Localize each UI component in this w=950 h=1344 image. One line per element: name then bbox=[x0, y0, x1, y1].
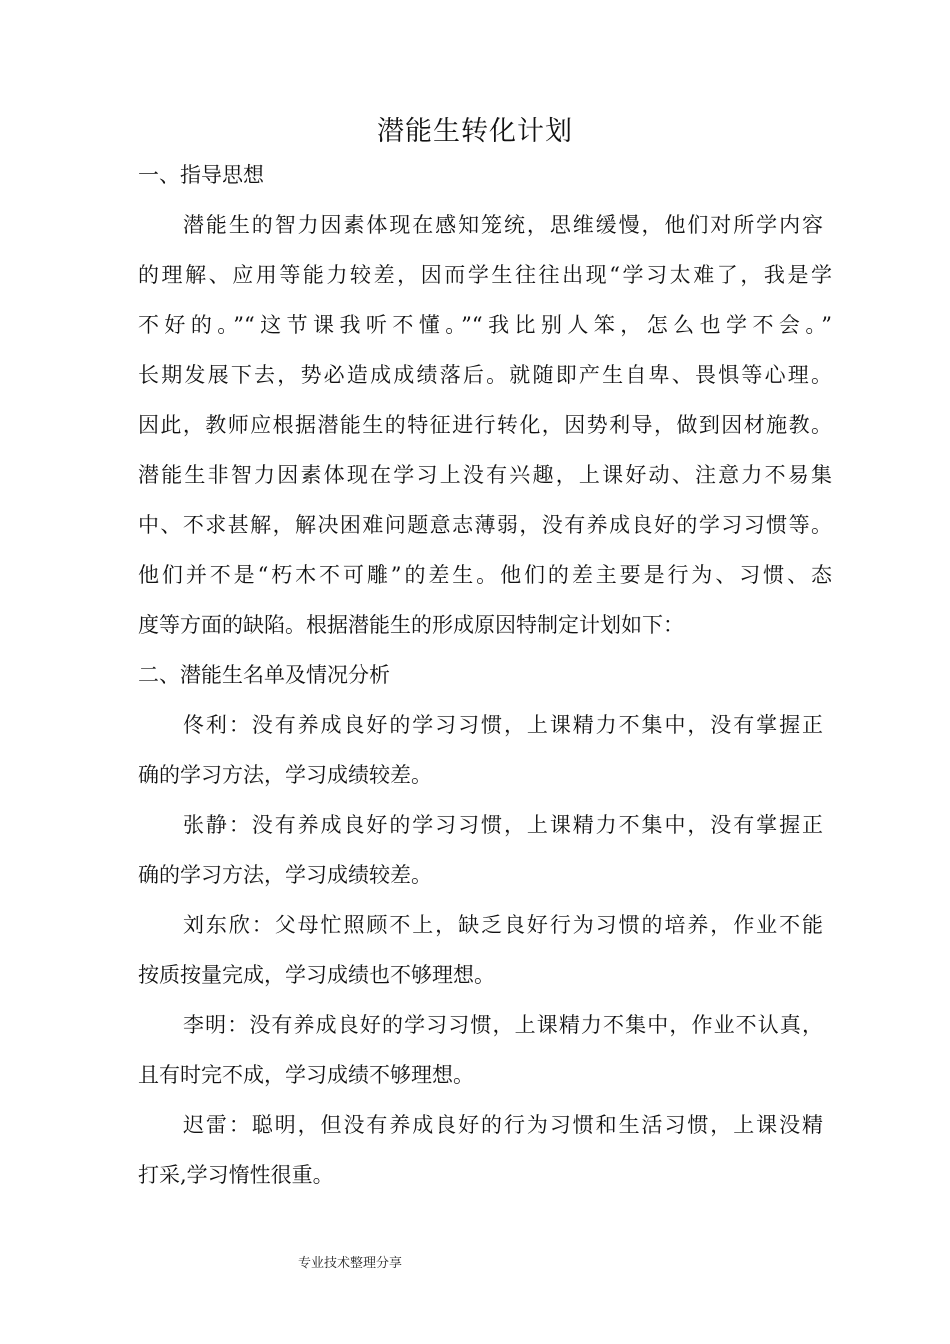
student-entry-line: 打采,学习惰性很重。 bbox=[138, 1163, 334, 1187]
student-entry-line: 迟雷：聪明，但没有养成良好的行为习惯和生活习惯，上课没精 bbox=[183, 1113, 823, 1137]
paragraph-line: 度等方面的缺陷。根据潜能生的形成原因特制定计划如下： bbox=[138, 613, 684, 637]
student-entry-line: 确的学习方法，学习成绩较差。 bbox=[138, 763, 432, 787]
student-entry-line: 按质按量完成，学习成绩也不够理想。 bbox=[138, 963, 495, 987]
section-heading-student-list: 二、潜能生名单及情况分析 bbox=[138, 663, 390, 687]
paragraph-line: 长期发展下去，势必造成成绩落后。就随即产生自卑、畏惧等心理。 bbox=[138, 363, 832, 387]
student-entry-line: 确的学习方法，学习成绩较差。 bbox=[138, 863, 432, 887]
section-heading-guiding-ideology: 一、指导思想 bbox=[138, 163, 264, 187]
student-entry-line: 佟利：没有养成良好的学习习惯，上课精力不集中，没有掌握正 bbox=[183, 713, 823, 737]
paragraph-line: 潜能生非智力因素体现在学习上没有兴趣，上课好动、注意力不易集 bbox=[138, 463, 832, 487]
paragraph-line: 不好的。”“这节课我听不懂。”“我比别人笨，怎么也学不会。” bbox=[138, 313, 832, 337]
document-title: 潜能生转化计划 bbox=[377, 116, 573, 147]
paragraph-line: 潜能生的智力因素体现在感知笼统，思维缓慢，他们对所学内容 bbox=[183, 213, 823, 237]
paragraph-line: 中、不求甚解，解决困难问题意志薄弱，没有养成良好的学习习惯等。 bbox=[138, 513, 832, 537]
paragraph-line: 的理解、应用等能力较差，因而学生往往出现“学习太难了，我是学 bbox=[138, 263, 832, 287]
student-entry-line: 刘东欣：父母忙照顾不上，缺乏良好行为习惯的培养，作业不能 bbox=[183, 913, 823, 937]
student-entry-line: 张静：没有养成良好的学习习惯，上课精力不集中，没有掌握正 bbox=[183, 813, 823, 837]
page-footer: 专业技术整理分享 bbox=[298, 1256, 403, 1271]
student-entry-line: 且有时完不成，学习成绩不够理想。 bbox=[138, 1063, 474, 1087]
paragraph-line: 因此，教师应根据潜能生的特征进行转化，因势利导，做到因材施教。 bbox=[138, 413, 832, 437]
student-entry-line: 李明：没有养成良好的学习习惯，上课精力不集中，作业不认真， bbox=[183, 1013, 823, 1037]
paragraph-line: 他们并不是“朽木不可雕”的差生。他们的差主要是行为、习惯、态 bbox=[138, 563, 832, 587]
